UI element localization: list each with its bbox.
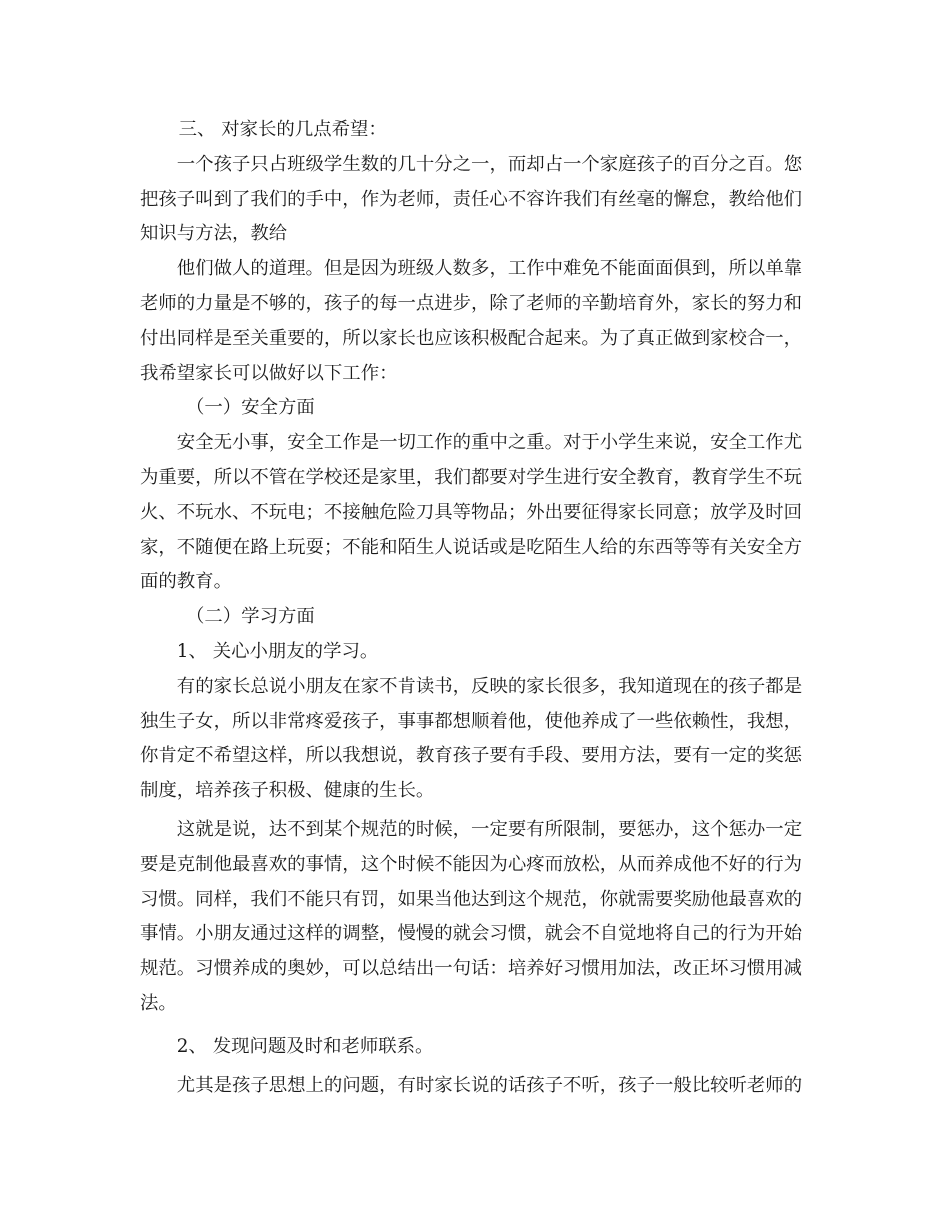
paragraph-intro: 一个孩子只占班级学生数的几十分之一，而却占一个家庭孩子的百分之百。您把孩子叫到了我们的手中，作为老师，责任心不容许我们有丝毫的懈怠，教给他们知识与方法，教给 (140, 153, 803, 245)
paragraph-reward-punishment: 这就是说，达不到某个规范的时候，一定要有所限制，要惩办，这个惩办一定要是克制他最喜欢的事情，这个时候不能因为心疼而放松，从而养成他不好的行为习惯。同样，我们不能只有罚，如果当他达到这个规范，你就需要奖励他最喜欢的事情。小朋友通过这样的调整，慢慢的就会习惯，就会不自觉地将自己的行为开始规范。习惯养成的奥妙，可以总结出一句话：培养好习惯用加法，改正坏习惯用减法。 (140, 818, 803, 1014)
subheading-study: （二）学习方面 (186, 606, 315, 628)
section-heading: 三、 对家长的几点希望： (178, 119, 387, 140)
list-item-1: 1、 关心小朋友的学习。 (176, 640, 379, 662)
subheading-safety: （一）安全方面 (186, 397, 315, 419)
paragraph-contact-teacher: 尤其是孩子思想上的问题，有时家长说的话孩子不听，孩子一般比较听老师的 (176, 1074, 803, 1096)
document-body (140, 113, 812, 1103)
paragraph-safety: 安全无小事，安全工作是一切工作的重中之重。对于小学生来说，安全工作尤为重要，所以不管在学校还是家里，我们都要对学生进行安全教育，教育学生不玩火、不玩水、不玩电；不接触危险刀具等物品；外出要征得家长同意；放学及时回家，不随便在路上玩耍；不能和陌生人说话或是吃陌生人给的东西等等有关安全方面的教育。 (140, 432, 803, 593)
list-item-2: 2、 发现问题及时和老师联系。 (176, 1035, 434, 1057)
paragraph-cooperation: 他们做人的道理。但是因为班级人数多，工作中难免不能面面俱到，所以单靠老师的力量是不够的，孩子的每一点进步，除了老师的辛勤培育外，家长的努力和付出同样是至关重要的，所以家长也应该积极配合起来。为了真正做到家校合一，我希望家长可以做好以下工作： (140, 258, 803, 384)
paragraph-study-habits: 有的家长总说小朋友在家不肯读书，反映的家长很多，我知道现在的孩子都是独生子女，所以非常疼爱孩子，事事都想顺着他，使他养成了一些依赖性，我想，你肯定不希望这样，所以我想说，教育孩子要有手段、要用方法，要有一定的奖惩制度，培养孩子积极、健康的生长。 (140, 675, 803, 802)
